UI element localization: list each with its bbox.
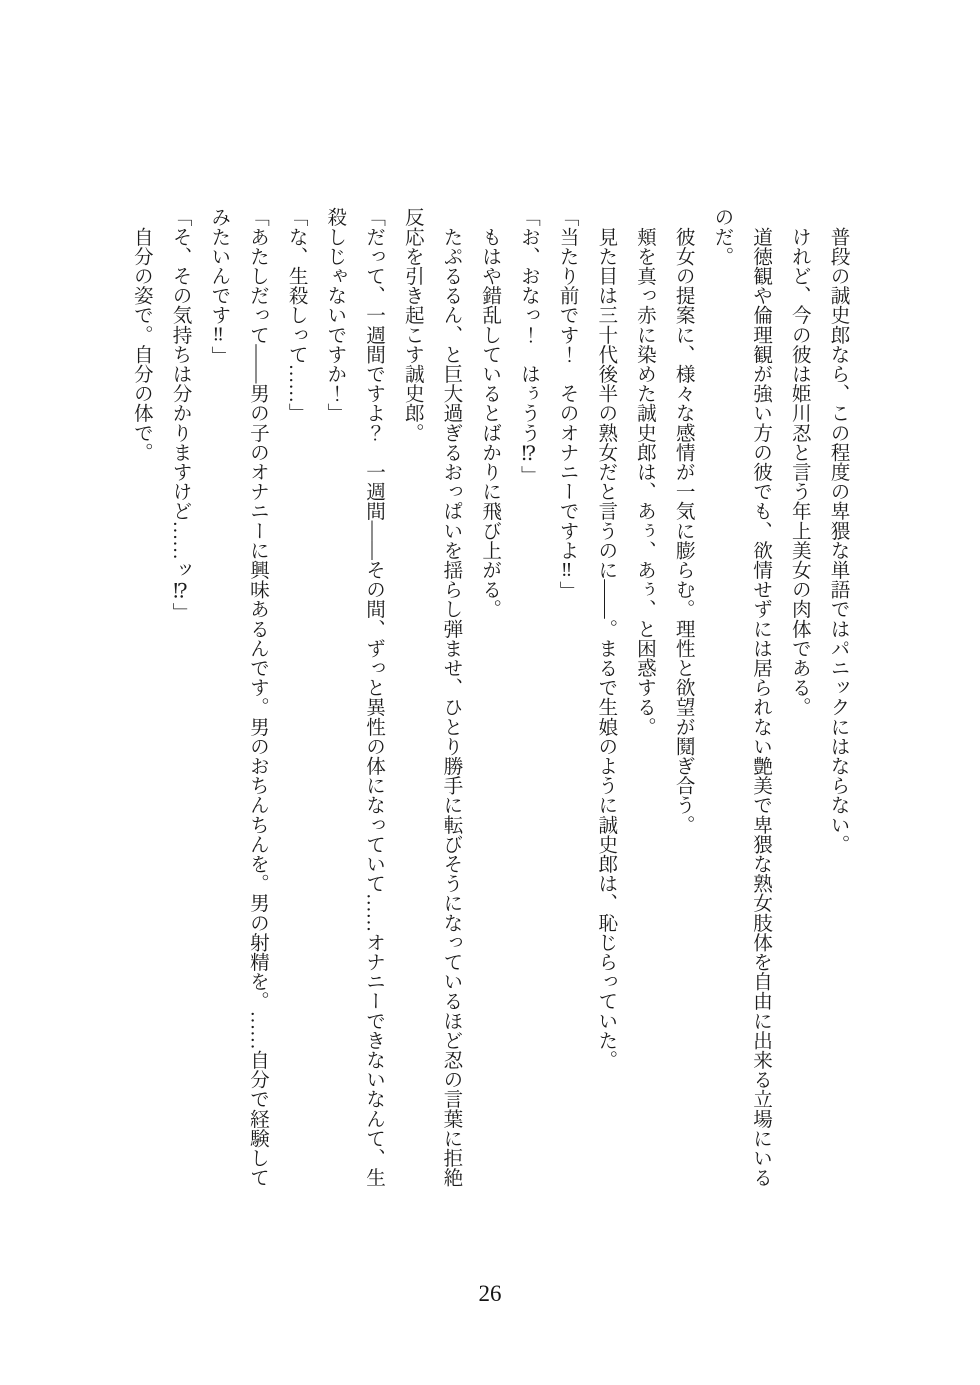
paragraph: 自分の姿で。自分の体で。 — [130, 207, 152, 462]
dialogue-paragraph: 「お、おなっ！ はぅうう⁉」 — [517, 207, 539, 485]
dialogue-paragraph: 「そ、その気持ちは分かりますけど……ッ⁉」 — [169, 207, 191, 622]
page-number: 26 — [478, 1281, 502, 1306]
dialogue-paragraph: 「あたしだって――男の子のオナニーに興味あるんです。男のおちんちんを。男の射精を。……自分で経験してみたいんです‼」 — [207, 207, 268, 1187]
dialogue-paragraph: 「だって、一週間ですよ？ 一週間――その間、ずっと異性の体になっていて……オナニーできないなんて、生殺しじゃないですか！」 — [323, 207, 384, 1187]
paragraph: もはや錯乱しているとばかりに飛び上がる。 — [478, 207, 500, 619]
paragraph: けれど、今の彼は姫川忍と言う年上美女の肉体である。 — [788, 207, 810, 717]
vertical-text-block — [121, 207, 856, 1191]
paragraph: 普段の誠史郎なら、この程度の卑猥な単語ではパニックにはならない。 — [827, 207, 848, 854]
paragraph: たぷるるん、と巨大過ぎるおっぱいを揺らし弾ませ、ひとり勝手に転びそうになっているほど忍の言葉に拒絶反応を引き起こす誠史郎。 — [401, 207, 461, 1187]
dialogue-paragraph: 「当たり前です！ そのオナニーですよ‼」 — [556, 207, 578, 601]
paragraph: 頬を真っ赤に染めた誠史郎は、あぅ、あぅ、と困惑する。 — [633, 207, 655, 737]
paragraph: 彼女の提案に、様々な感情が一気に膨らむ。理性と欲望が鬩ぎ合う。 — [672, 207, 694, 835]
paragraph: 見た目は三十代後半の熟女だと言うのに――。まるで生娘のように誠史郎は、恥じらっていた。 — [594, 207, 616, 1070]
paragraph: 道徳観や倫理観が強い方の彼でも、欲情せずには居られない艶美で卑猥な熟女肢体を自由に出来る立場にいるのだ。 — [710, 207, 771, 1187]
dialogue-paragraph: 「な、生殺しって……」 — [285, 207, 307, 423]
